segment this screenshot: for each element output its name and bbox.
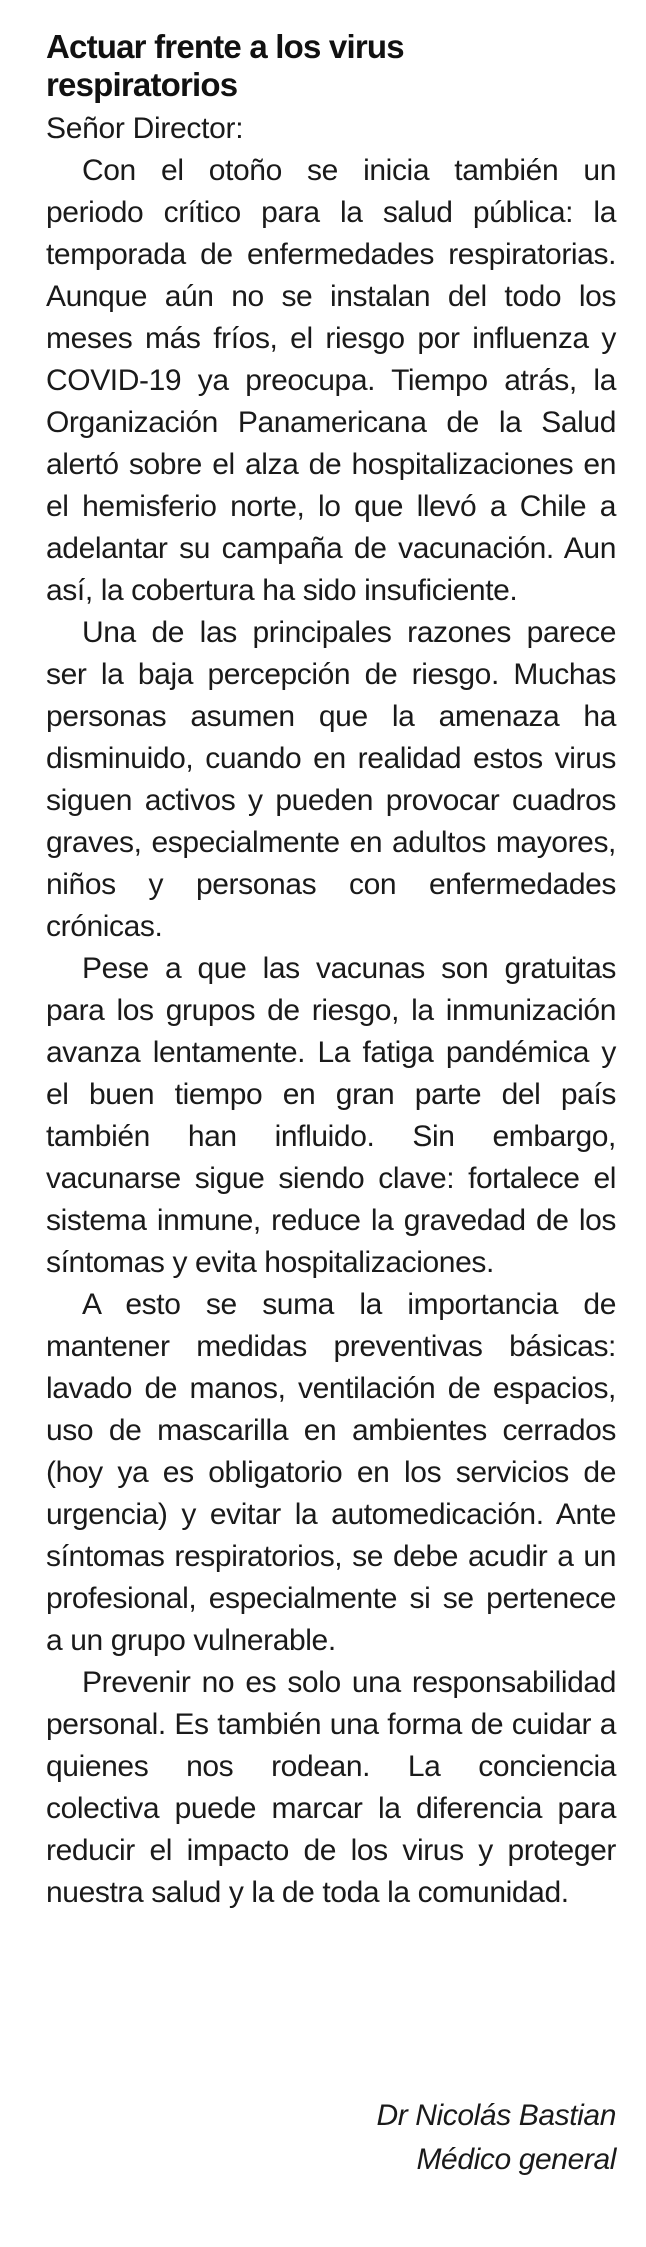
article-title-line-1: Actuar frente a los virus — [46, 28, 404, 65]
paragraph-5: Prevenir no es solo una responsabilidad personal. Es también una forma de cuidar a quienes nos rodean. La conciencia colectiva puede marcar la diferencia para reducir el impacto de los virus y proteger nuestra salud y la de toda la comunidad. — [46, 1666, 616, 1909]
article-title-line-2: respiratorios — [46, 66, 238, 103]
paragraph-2: Una de las principales razones parece ser la baja percepción de riesgo. Muchas personas asumen que la amenaza ha disminuido, cuando en realidad estos virus siguen activos y pueden provocar cuadros graves, especialmente en adultos mayores, niños y personas con enfermedades crónicas. — [46, 616, 616, 943]
paragraph-3: Pese a que las vacunas son gratuitas para los grupos de riesgo, la inmunización avanza lentamente. La fatiga pandémica y el buen tiempo en gran parte del país también han influido. Sin embargo, vacunarse sigue siendo clave: fortalece el sistema inmune, reduce la gravedad de los síntomas y evita hospitalizaciones. — [46, 952, 616, 1279]
paragraph-1: Con el otoño se inicia también un periodo crítico para la salud pública: la temporada de enfermedades respiratorias. Aunque aún no se instalan del todo los meses más fríos, el riesgo por influenza y COVID-19 ya preocupa. Tiempo atrás, la Organización Panamericana de la Salud alertó sobre el alza de hospitalizaciones en el hemisferio norte, lo que llevó a Chile a adelantar su campaña de vacunación. Aun así, la cobertura ha sido insuficiente. — [46, 154, 616, 607]
salutation: Señor Director: — [46, 112, 244, 145]
paragraph-4: A esto se suma la importancia de mantener medidas preventivas básicas: lavado de manos, ventilación de espacios, uso de mascarilla en ambientes cerrados (hoy ya es obligatorio en los servicios de urgencia) y evitar la automedicación. Ante síntomas respiratorios, se debe acudir a un profesional, especialmente si se pertenece a un grupo vulnerable. — [46, 1288, 616, 1657]
signature-block — [376, 2094, 616, 2182]
signature-name: Dr Nicolás Bastian — [376, 2099, 616, 2132]
letter-article — [46, 28, 616, 1914]
signature-role: Médico general — [416, 2143, 616, 2176]
article-title — [46, 28, 616, 104]
